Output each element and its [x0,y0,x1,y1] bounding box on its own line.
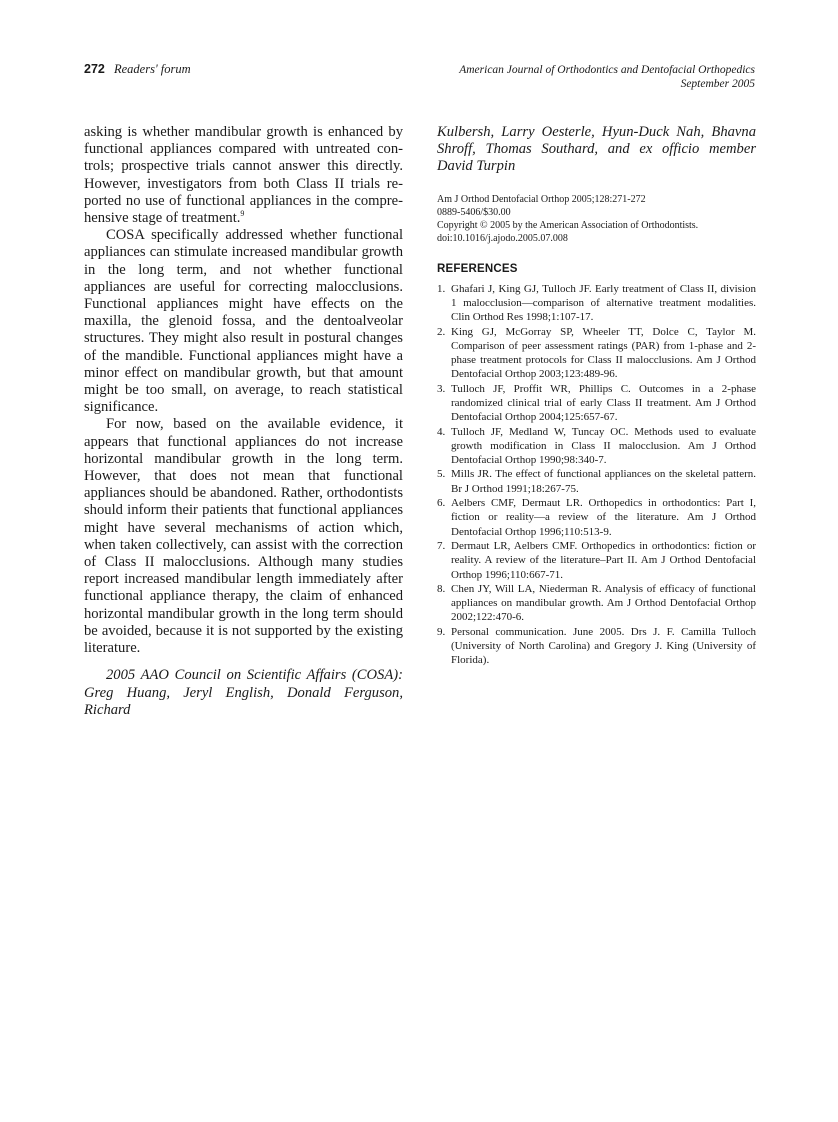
reference-item [437,467,756,496]
reference-text: Tulloch JF, Medland W, Tuncay OC. Methods used to evaluate growth modification in Class II malocclusion. Am J Orthod Dentofacial Orthop 1990;98:340-7. [451,425,756,467]
journal-title: American Journal of Orthodontics and Dentofacial Orthopedics [459,64,755,76]
reference-item [437,539,756,582]
author-list-start: 2005 AAO Council on Scientific Affairs (COSA): Greg Huang, Jeryl English, Donald Ferguson, Richard [84,667,403,718]
references-list [437,282,756,668]
reference-text: Aelbers CMF, Dermaut LR. Orthopedics in orthodontics: Part I, fiction or reality—a review of the literature. Am J Orthod Dentofacial Orthop 1996;110:513-9. [451,497,756,538]
reference-number: 2. [437,325,446,338]
citation-line: Copyright © 2005 by the American Association of Orthodontists. [437,219,699,231]
reference-text: Mills JR. The effect of functional appliances on the skeletal pattern. Br J Orthod 1991;18:267-75. [451,468,756,495]
right-column [437,124,756,668]
doi[interactable]: doi:10.1016/j.ajodo.2005.07.008 [437,232,568,244]
reference-number: 8. [437,582,446,595]
reference-text: Tulloch JF, Proffit WR, Phillips C. Outcomes in a 2-phase randomized clinical trial of early Class II treatment. Am J Orthod Dentofacial Orthop 2004;125:657-67. [451,382,756,424]
reference-number: 3. [437,382,446,395]
reference-item [437,496,756,539]
reference-number: 6. [437,497,446,510]
references-heading: REFERENCES [437,262,518,275]
author-list-end: Kulbersh, Larry Oesterle, Hyun-Duck Nah, Bhavna Shroff, Thomas Southard, and ex officio member David Turpin [437,124,756,175]
reference-text: Chen JY, Will LA, Niederman R. Analysis of efficacy of functional appliances on mandibular growth. Am J Orthod Dentofacial Orthop 2002;122:470-6. [451,582,756,624]
reference-item [437,382,756,425]
reference-number: 1. [437,282,446,295]
reference-item [437,582,756,625]
reference-number: 9. [437,625,446,638]
running-header-right [459,63,755,91]
citation-line: Am J Orthod Dentofacial Orthop 2005;128:271-272 [437,193,646,205]
reference-text: Dermaut LR, Aelbers CMF. Orthopedics in orthodontics: fiction or reality. A review of the literature–Part II. Am J Orthod Dentofacial Orthop 1996;110:667-71. [451,539,756,581]
footnote-marker: 9 [240,209,245,219]
citation-line: 0889-5406/$30.00 [437,206,511,218]
citation-block [437,193,756,245]
reference-number: 5. [437,468,446,481]
reference-item [437,325,756,382]
running-header-left [84,62,191,77]
paragraph: COSA specifically addressed whether functional appliances can stimulate increased mandibular growth in the long term, and not whether functional appliances are useful for correcting malocclusions. Functional appliances might have effects on the maxilla, the glenoid fossa, and the dentoalveolar structures. They might also result in postural changes of the mandible. Functional appliances might have a minor effect on mandibular growth, but that amount might be too small, on average, to reach statistical significance. [84,227,403,416]
left-column [84,124,403,719]
paragraph: For now, based on the available evidence, it appears that functional appliances do not increase horizontal mandibular growth in the long term. However, that does not mean that functional appliances should be abandoned. Rather, orthodontists should inform their patients that functional appliances might have several mechanisms of action which, when taken collectively, can assist with the correction of Class II malocclusions. Although many studies report increased mandibular length immediately after functional appliance therapy, the claim of enhanced horizontal mandibular growth in the long term should be avoided, because it is not supported by the existing literature. [84,416,403,657]
reference-item [437,425,756,468]
reference-number: 4. [437,425,446,438]
reference-text: Personal communication. June 2005. Drs J. F. Camilla Tulloch (University of North Carolina) and Gregory J. King (University of Florida). [451,625,756,667]
paragraph: asking is whether mandibular growth is enhanced by functional appliances compared with untreated controls; prospective trials cannot answer this directly. However, investigators from both Class II trials reported no use of functional appliances in the comprehensive stage of treatment.$^9$ [84,124,403,227]
reference-item [437,282,756,325]
page-number: 272 [84,62,105,76]
section-name: Readers' forum [113,62,191,76]
reference-text: Ghafari J, King GJ, Tulloch JF. Early treatment of Class II, division 1 malocclusion—comparison of alternative treatment modalities. Clin Orthod Res 1998;1:107-17. [451,282,756,324]
reference-item [437,625,756,668]
reference-number: 7. [437,539,446,552]
reference-text: King GJ, McGorray SP, Wheeler TT, Dolce C, Taylor M. Comparison of peer assessment ratings (PAR) from 1-phase and 2-phase treatment protocols for Class II malocclusions. Am J Orthod Dentofacial Orthop 2003;123:489-96. [451,325,756,381]
issue-date: September 2005 [680,78,755,90]
